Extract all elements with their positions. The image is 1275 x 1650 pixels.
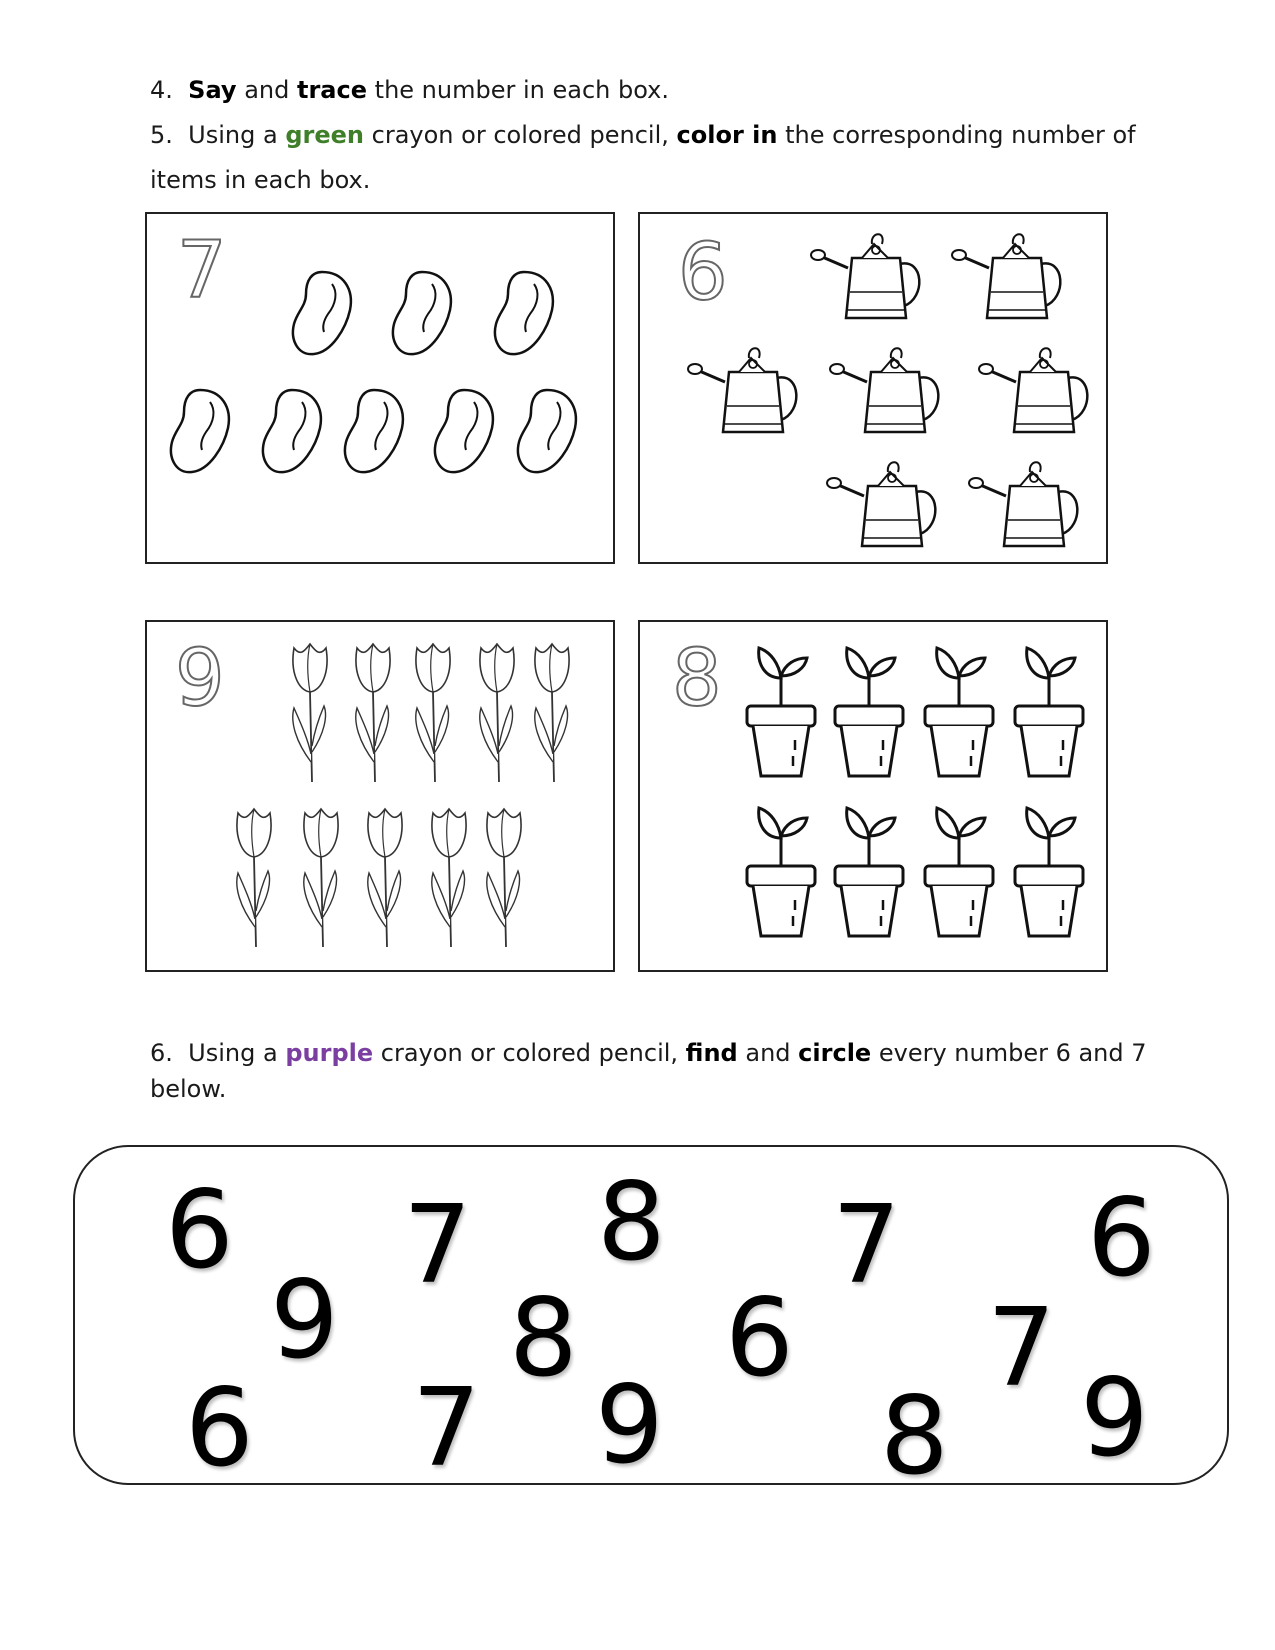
- watering-can-icon: [688, 348, 796, 432]
- potted-sprout-icon: [835, 808, 903, 936]
- hunt-number[interactable]: 8: [597, 1160, 666, 1285]
- watering-can-icon: [830, 348, 938, 432]
- step-number: 4.: [150, 76, 173, 104]
- counting-box-beans: [145, 212, 615, 564]
- bean-icon: [435, 390, 493, 472]
- potted-sprout-icon: [925, 648, 993, 776]
- find-word: find: [685, 1039, 738, 1067]
- instruction-rest: the corresponding number of: [785, 121, 1136, 149]
- hunt-number[interactable]: 6: [725, 1276, 794, 1401]
- instruction-5-line2: items in each box.: [150, 166, 371, 194]
- bean-icon: [393, 272, 451, 354]
- instruction-rest: every number 6 and 7: [878, 1039, 1147, 1067]
- watering-can-icon: [979, 348, 1087, 432]
- potted-sprout-icon: [747, 648, 815, 776]
- hunt-number[interactable]: 9: [270, 1258, 339, 1383]
- hunt-number[interactable]: 7: [832, 1183, 901, 1308]
- watering-can-icon: [827, 462, 935, 546]
- tulip-icon: [237, 809, 271, 947]
- bean-icon: [293, 272, 351, 354]
- hunt-number[interactable]: 7: [412, 1366, 481, 1491]
- say-word: Say: [188, 76, 237, 104]
- hunt-number[interactable]: 6: [165, 1168, 234, 1293]
- hunt-number[interactable]: 7: [987, 1286, 1056, 1411]
- tulip-icon: [356, 644, 390, 782]
- number-hunt-panel: [73, 1145, 1229, 1499]
- watering-can-icon: [969, 462, 1077, 546]
- hunt-number[interactable]: 9: [595, 1363, 664, 1488]
- hunt-number[interactable]: 8: [880, 1374, 949, 1499]
- bean-icon: [345, 390, 403, 472]
- hunt-number[interactable]: 9: [1080, 1356, 1149, 1481]
- and-word: and: [745, 1039, 791, 1067]
- tulip-icon: [487, 809, 521, 947]
- bean-icon: [495, 272, 553, 354]
- watering-can-group: [640, 214, 1110, 566]
- hunt-number[interactable]: 8: [509, 1276, 578, 1401]
- watering-can-icon: [811, 234, 919, 318]
- using-a-text: Using a: [188, 121, 278, 149]
- counting-box-potted-sprouts: [638, 620, 1108, 972]
- trace-number: 8: [672, 634, 722, 724]
- hunt-number[interactable]: 7: [403, 1183, 472, 1308]
- bean-icon: [518, 390, 576, 472]
- instruction-6-line2: below.: [150, 1075, 227, 1103]
- bean-group: [147, 214, 617, 566]
- trace-word: trace: [297, 76, 368, 104]
- and-word: and: [244, 76, 290, 104]
- circle-word: circle: [798, 1039, 872, 1067]
- color-in-word: color in: [676, 121, 778, 149]
- counting-box-tulips: [145, 620, 615, 972]
- instruction-rest: the number in each box.: [374, 76, 669, 104]
- instruction-5: [150, 120, 1136, 150]
- potted-sprout-icon: [835, 648, 903, 776]
- trace-number: 6: [678, 228, 728, 318]
- bean-icon: [263, 390, 321, 472]
- trace-number: 9: [175, 634, 225, 724]
- hunt-number[interactable]: 6: [185, 1366, 254, 1491]
- instruction-4: [150, 75, 669, 105]
- bean-icon: [171, 390, 229, 472]
- crayon-text: crayon or colored pencil,: [371, 121, 669, 149]
- trace-number: 7: [177, 226, 227, 316]
- tulip-icon: [293, 644, 327, 782]
- watering-can-icon: [952, 234, 1060, 318]
- crayon-text: crayon or colored pencil,: [380, 1039, 679, 1067]
- counting-box-watering-cans: [638, 212, 1108, 564]
- using-a-text: Using a: [188, 1039, 278, 1067]
- green-color-word: green: [285, 121, 364, 149]
- potted-sprout-group: [640, 622, 1110, 974]
- tulip-icon: [535, 644, 569, 782]
- hunt-number[interactable]: 6: [1087, 1176, 1156, 1301]
- tulip-icon: [368, 809, 402, 947]
- step-number: 5.: [150, 121, 173, 149]
- tulip-icon: [304, 809, 338, 947]
- tulip-icon: [432, 809, 466, 947]
- instruction-6: [150, 1038, 1147, 1068]
- tulip-group: [147, 622, 617, 974]
- potted-sprout-icon: [925, 808, 993, 936]
- step-number: 6.: [150, 1039, 173, 1067]
- tulip-icon: [480, 644, 514, 782]
- potted-sprout-icon: [1015, 648, 1083, 776]
- potted-sprout-icon: [747, 808, 815, 936]
- purple-color-word: purple: [285, 1039, 374, 1067]
- tulip-icon: [416, 644, 450, 782]
- potted-sprout-icon: [1015, 808, 1083, 936]
